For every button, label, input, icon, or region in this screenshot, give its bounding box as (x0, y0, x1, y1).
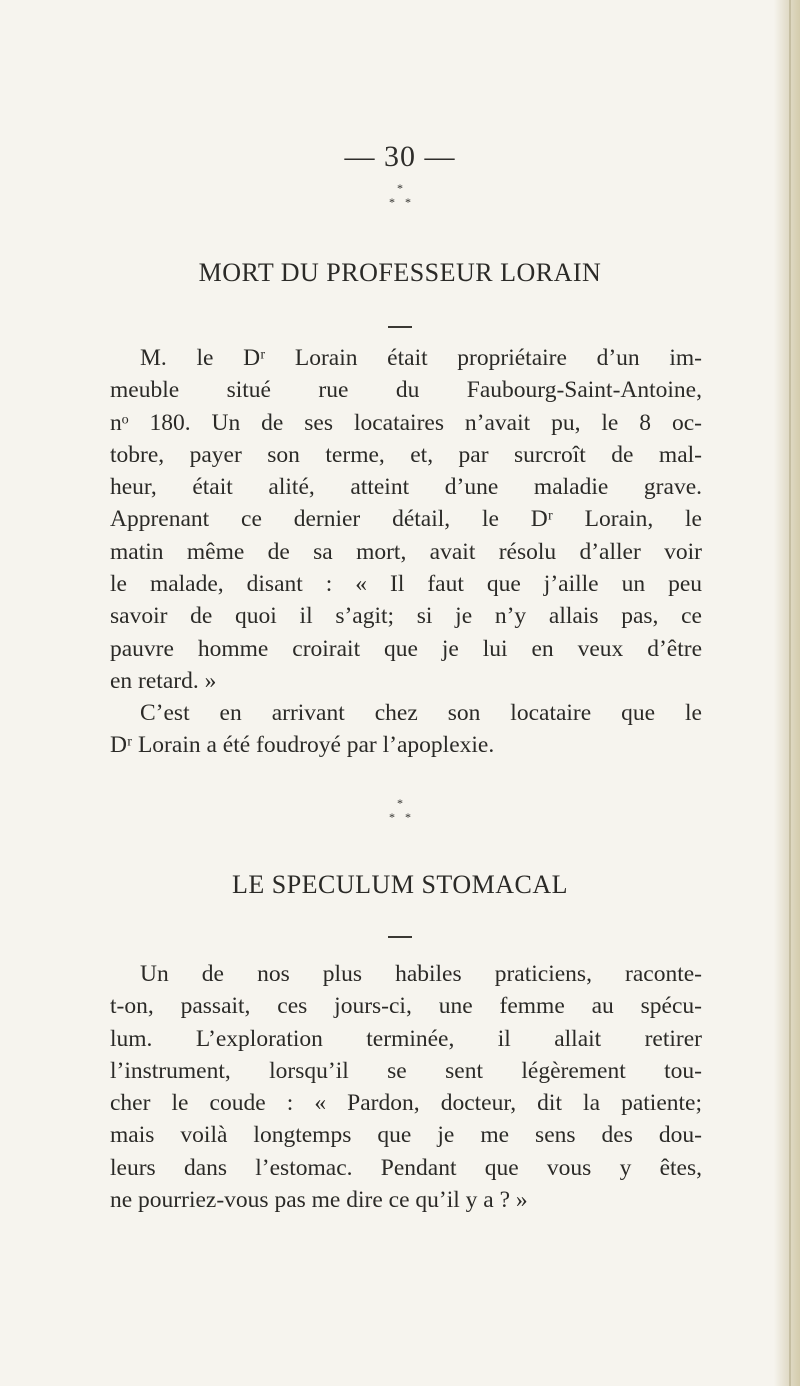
asterism-star: * (405, 810, 411, 824)
text-line: mais voilà longtemps que je me sens des dou- (110, 1122, 702, 1149)
text-line: pauvre homme croirait que je lui en veux d’être (110, 635, 702, 662)
text-line: M. le Dʳ Lorain était propriétaire d’un im- (140, 345, 702, 371)
text-line: l’instrument, lorsqu’il se sent légèrement tou- (110, 1057, 702, 1084)
asterism-star: * (397, 796, 403, 810)
title-rule (388, 936, 412, 938)
text-line: lum. L’exploration terminée, il allait retirer (110, 1025, 702, 1052)
text-line: Apprenant ce dernier détail, le Dʳ Lorain, le (110, 506, 702, 533)
text-line: leurs dans l’estomac. Pendant que vous y êtes, (110, 1154, 702, 1181)
text-line: nᵒ 180. Un de ses locataires n’avait pu, le 8 oc- (110, 409, 702, 436)
page-edge-shadow (774, 0, 800, 1386)
page-edge-line (789, 0, 791, 1386)
text-line: t-on, passait, ces jours-ci, une femme au spécu- (110, 993, 702, 1020)
text-line: ne pourriez-vous pas me dire ce qu’il y a ? » (110, 1187, 528, 1214)
text-line: C’est en arrivant chez son locataire que le (140, 700, 702, 726)
text-line: savoir de quoi il s’agit; si je n’y allais pas, ce (110, 603, 702, 630)
text-line: matin même de sa mort, avait résolu d’aller voir (110, 538, 702, 565)
text-line: heur, était alité, atteint d’une maladie grave. (110, 474, 702, 501)
page-number: — 30 — (344, 140, 456, 173)
paragraph-lorain (110, 342, 702, 697)
paragraph-speculum (110, 958, 702, 1216)
asterism-ornament (380, 795, 420, 829)
asterism-star: * (389, 810, 395, 824)
text-line: cher le coude : « Pardon, docteur, dit la patiente; (110, 1090, 702, 1117)
text-line: Un de nos plus habiles praticiens, raconte- (140, 961, 702, 987)
asterism-ornament (380, 180, 420, 214)
text-line: tobre, payer son terme, et, par surcroît de mal- (110, 441, 702, 468)
text-line: Dʳ Lorain a été foudroyé par l’apoplexie. (110, 732, 495, 759)
text-line: en retard. » (110, 667, 217, 694)
asterism-star: * (405, 195, 411, 209)
asterism-star: * (397, 181, 403, 195)
paragraph-lorain-closing (110, 697, 702, 762)
title-rule (388, 326, 412, 328)
text-line: meuble situé rue du Faubourg-Saint-Antoine, (110, 377, 702, 404)
section-title-le-speculum-stomacal: LE SPECULUM STOMACAL (231, 870, 568, 899)
section-title-mort-du-professeur-lorain: MORT DU PROFESSEUR LORAIN (198, 258, 602, 287)
text-line: le malade, disant : « Il faut que j’aille un peu (110, 571, 702, 598)
asterism-star: * (389, 195, 395, 209)
